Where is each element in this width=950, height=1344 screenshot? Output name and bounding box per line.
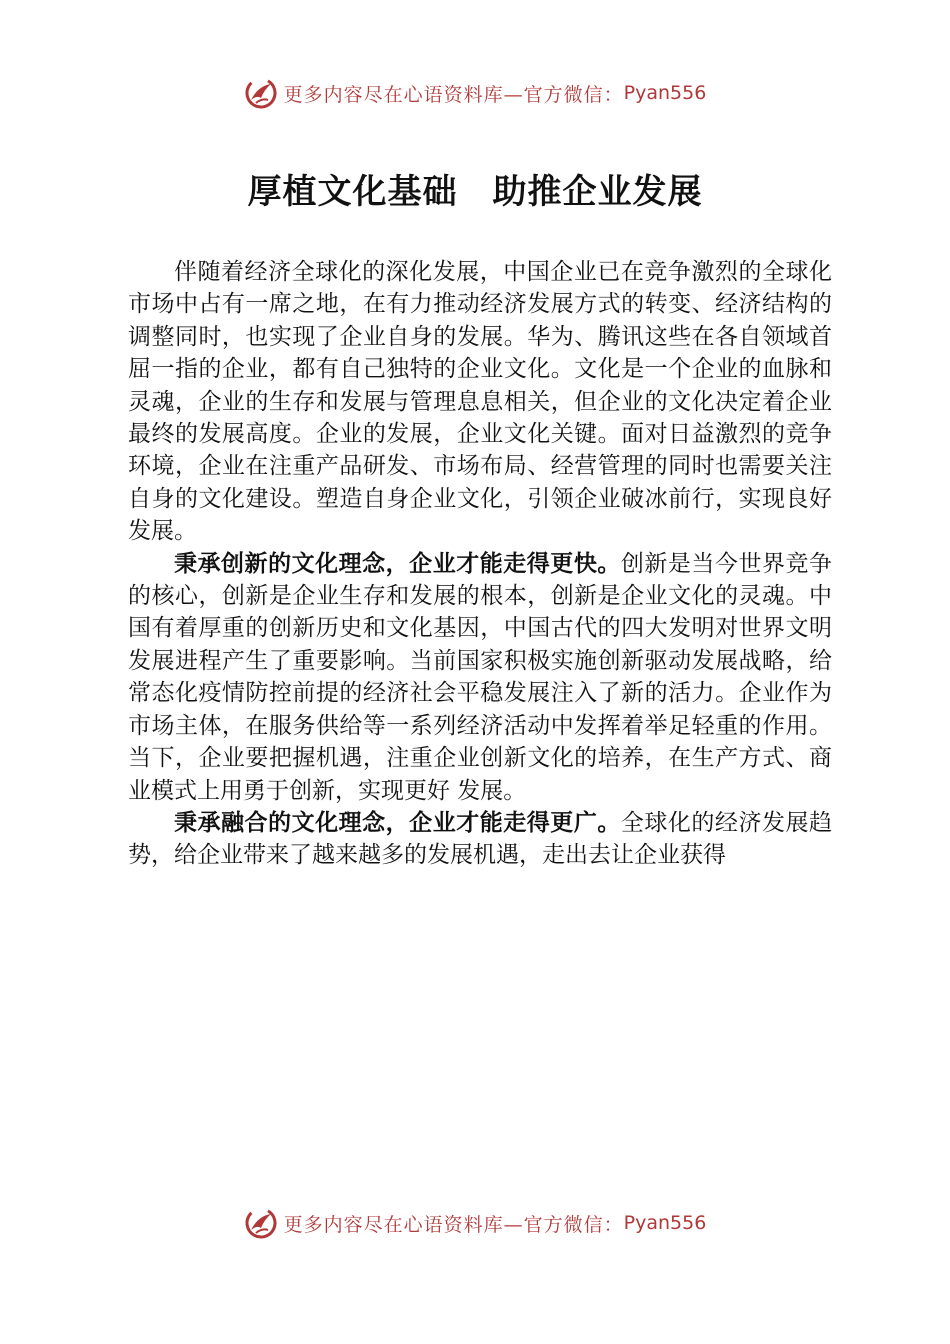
paragraph-lead: 秉承融合的文化理念，企业才能走得更广。 xyxy=(174,809,621,836)
paragraph xyxy=(128,548,832,807)
document-body xyxy=(128,256,832,872)
paragraph xyxy=(128,807,832,872)
footer-watermark xyxy=(0,1206,950,1240)
document-title: 厚植文化基础 助推企业发展 xyxy=(247,172,703,212)
paragraph-text: 全球化的经济发展趋势，给企业带来了越来越多的发展机遇，走出去让企业获得 xyxy=(128,809,833,869)
paragraph xyxy=(128,256,832,548)
watermark-handle: Pyan556 xyxy=(623,82,707,104)
paragraph-text: 创新是当今世界竞争的核心，创新是企业生存和发展的根本，创新是企业文化的灵魂。中国有着厚重的创新历史和文化基因，中国古代的四大发明对世界文明发展进程产生了重要影响。当前国家积极实施创新驱动发展战略，给常态化疫情防控前提的经济社会平稳发展注入了新的活力。企业作为市场主体，在服务供给等一系列经济活动中发挥着举足轻重的作用。当下，企业要把握机遇，注重企业创新文化的培养，在生产方式、商业模式上用勇于创新，实现更好 发展。 xyxy=(128,550,833,804)
header-watermark xyxy=(0,76,950,110)
watermark-text: 更多内容尽在心语资料库—官方微信： xyxy=(283,83,624,106)
brush-logo-icon xyxy=(244,76,278,110)
watermark-handle: Pyan556 xyxy=(623,1212,707,1234)
paragraph-lead: 秉承创新的文化理念，企业才能走得更快。 xyxy=(174,550,621,577)
brush-logo-icon xyxy=(244,1206,278,1240)
paragraph-text: 伴随着经济全球化的深化发展，中国企业已在竞争激烈的全球化市场中占有一席之地，在有力推动经济发展方式的转变、经济结构的调整同时，也实现了企业自身的发展。华为、腾讯这些在各自领域首屈一指的企业，都有自己独特的企业文化。文化是一个企业的血脉和灵魂，企业的生存和发展与管理息息相关，但企业的文化决定着企业最终的发展高度。企业的发展，企业文化关键。面对日益激烈的竞争环境，企业在注重产品研发、市场布局、经营管理的同时也需要关注自身的文化建设。塑造自身企业文化，引领企业破冰前行，实现良好发展。 xyxy=(128,259,832,545)
watermark-text: 更多内容尽在心语资料库—官方微信： xyxy=(283,1213,624,1236)
